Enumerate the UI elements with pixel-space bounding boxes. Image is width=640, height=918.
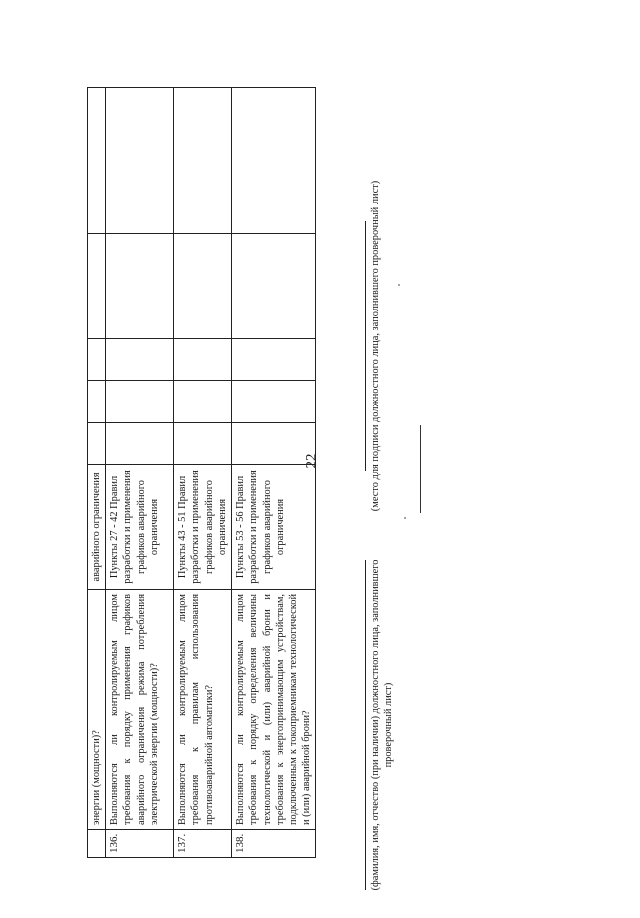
signature-caption-place: (место для подписи должностного лица, заполнившего проверочный лист) [370,180,381,512]
table-cell-remark [174,234,232,339]
table-row [232,88,316,858]
page-number: 22 [303,453,320,469]
signature-caption-name: (фамилия, имя, отчество (при наличии) должностного лица, заполнившего проверочный лист) [370,559,394,891]
scan-speck [404,517,406,519]
checklist-table [87,87,316,858]
table-cell-question: Выполняются ли контролируемым лицом требования к правилам использования противоаварийной автоматики? [174,590,232,830]
table-row [106,88,174,858]
table-cell-remark [88,234,106,339]
table-row-continuation [88,88,106,858]
table-cell-na [232,339,316,381]
table-cell-num: 136. [106,830,174,858]
table-row [174,88,232,858]
table-cell-extra [88,88,106,234]
table-cell-num: 138. [232,830,316,858]
table-cell-na [106,339,174,381]
table-cell-reference: аварийного ограничения [88,465,106,590]
table-cell-question: энергии (мощности)? [88,590,106,830]
signature-block-place [365,156,382,536]
table-cell-no [232,381,316,423]
signature-short-line [420,425,421,513]
table-cell-reference: Пункты 43 - 51 Правил разработки и применения графиков аварийного ограничения [174,465,232,590]
table-cell-extra [174,88,232,234]
table-cell-question: Выполняются ли контролируемым лицом требования к порядку применения графиков аварийного ограничения режима потребления электрической энергии (мощности)? [106,590,174,830]
table-cell-reference: Пункты 27 - 42 Правил разработки и применения графиков аварийного ограничения [106,465,174,590]
table-cell-no [88,381,106,423]
signature-block-name [365,535,395,915]
table-cell-extra [106,88,174,234]
table-cell-na [174,339,232,381]
table-cell-yes [88,423,106,465]
table-cell-num [88,830,106,858]
table-cell-no [106,381,174,423]
scan-speck [398,284,400,286]
table-cell-yes [174,423,232,465]
table-cell-no [174,381,232,423]
table-cell-num: 137. [174,830,232,858]
table-cell-na [88,339,106,381]
table-cell-yes [232,423,316,465]
table-cell-question: Выполняются ли контролируемым лицом требования к порядку определения величины технологической и (или) аварийной брони и требования к энергопринимающим устройствам, подключенным к токоприемникам технологической и (или) аварийной брони? [232,590,316,830]
table-cell-yes [106,423,174,465]
table-cell-extra [232,88,316,234]
table-cell-remark [106,234,174,339]
table-cell-remark [232,234,316,339]
signature-line [365,560,366,890]
signature-line [365,221,366,471]
table-cell-reference: Пункты 53 - 56 Правил разработки и применения графиков аварийного ограничения [232,465,316,590]
